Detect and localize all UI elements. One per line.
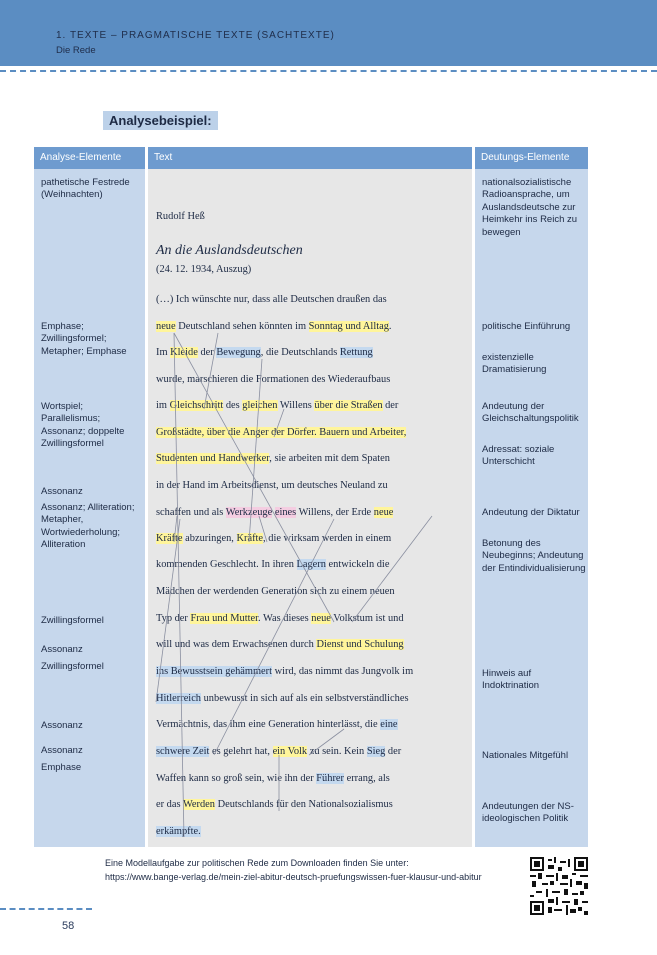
speech-line: (…) Ich wünschte nur, dass alle Deutschen draußen das	[156, 294, 387, 305]
speech-line: in der Hand im Arbeitsdienst, um deutsches Neuland zu	[156, 480, 388, 491]
speech-line: neue Deutschland sehen könnten im Sonntag und Alltag.	[156, 321, 392, 332]
header-analysis-elements: Analyse-Elemente	[34, 147, 145, 169]
speech-line: schaffen und als Werkzeuge eines Willens, der Erde neue	[156, 507, 394, 518]
interpretation-note: Andeutung der Diktatur	[482, 507, 580, 518]
analysis-note: Wortspiel; Parallelismus; Assonanz; doppelte Zwillingsformel	[41, 401, 125, 450]
analysis-note: Assonanz	[41, 644, 83, 655]
analysis-note: Emphase	[41, 762, 82, 773]
page-header	[0, 0, 657, 66]
speech-line: wurde, marschieren die Formationen des Wiederaufbaus	[156, 374, 391, 385]
header-interpretation-elements: Deutungs-Elemente	[475, 147, 588, 169]
header-text: Text	[148, 147, 472, 169]
section-title: Die Rede	[56, 45, 96, 56]
download-link[interactable]: https://www.bange-verlag.de/mein-ziel-abitur-deutsch-pruefungswissen-fuer-klausur-und-abitur	[105, 872, 482, 882]
header-divider	[0, 70, 657, 72]
speech-line: erkämpfte.	[156, 826, 201, 837]
analysis-note: Zwillingsformel	[41, 661, 104, 672]
analysis-note: Assonanz; Alliteration; Metapher, Wortwiederholung; Alliteration	[41, 502, 135, 551]
analysis-note: Emphase; Zwillingsformel; Metapher; Emphase	[41, 321, 127, 357]
speech-line: Vermächtnis, das ihm eine Generation hinterlässt, die eine	[156, 719, 398, 730]
analysis-table	[34, 147, 588, 847]
analysis-note: Assonanz	[41, 486, 83, 497]
speech-line: Großstädte, über die Anger der Dörfer. Bauern und Arbeiter,	[156, 427, 407, 438]
speech-line: Im Kleide der Bewegung, die Deutschlands Rettung	[156, 347, 373, 358]
analysis-note: Assonanz	[41, 745, 83, 756]
speech-line: will und was dem Erwachsenen durch Dienst und Schulung	[156, 639, 404, 650]
interpretation-note: nationalsozialistische Radioansprache, um Auslandsdeutsche zur Heimkehr ins Reich zu bewegen	[482, 177, 578, 238]
download-note-text: Eine Modellaufgabe zur politischen Rede zum Downloaden finden Sie unter:	[105, 858, 409, 868]
speech-title: An die Auslandsdeutschen	[156, 243, 303, 258]
speech-line: ins Bewusstsein gehämmert wird, das nimmt das Jungvolk im	[156, 666, 414, 677]
page-number: 58	[62, 920, 75, 932]
interpretation-note: Andeutung der Gleichschaltungspolitik	[482, 401, 579, 425]
speech-line: schwere Zeit es gelehrt hat, ein Volk zu sein. Kein Sieg der	[156, 746, 402, 757]
chapter-title: 1. TEXTE – PRAGMATISCHE TEXTE (SACHTEXTE)	[56, 30, 335, 41]
interpretation-note: politische Einführung	[482, 321, 571, 332]
qr-code[interactable]	[530, 857, 588, 915]
analysis-note: Assonanz	[41, 720, 83, 731]
speech-line: Waffen kann so groß sein, wie ihn der Führer errang, als	[156, 773, 390, 784]
speech-line: kommenden Geschlecht. In ihren Lagern entwickeln die	[156, 559, 390, 570]
speech-line: Kräfte abzuringen, Kräfte, die wirksam werden in einem	[156, 533, 392, 544]
interpretation-note: Nationales Mitgefühl	[482, 750, 569, 761]
interpretation-note: Andeutungen der NS-ideologischen Politik	[482, 801, 574, 825]
analysis-note: pathetische Festrede (Weihnachten)	[41, 177, 130, 201]
interpretation-note: Hinweis auf Indoktrination	[482, 668, 540, 692]
speech-line: Mädchen der werdenden Generation sich zu einem neuen	[156, 586, 395, 597]
speech-line: im Gleichschritt des gleichen Willens über die Straßen der	[156, 400, 399, 411]
speech-line: Studenten und Handwerker, sie arbeiten mit dem Spaten	[156, 453, 390, 464]
interpretation-note: existenzielle Dramatisierung	[482, 352, 547, 376]
interpretation-note: Betonung des Neubeginns; Andeutung der Entindividualisierung	[482, 538, 586, 574]
word-connection-lines	[34, 147, 588, 847]
example-label: Analysebeispiel:	[103, 111, 218, 130]
speech-line: Hitlerreich unbewusst in sich auf als ein selbstverständliches	[156, 693, 409, 704]
speech-date: (24. 12. 1934, Auszug)	[156, 264, 252, 275]
analysis-note: Zwillingsformel	[41, 615, 104, 626]
speech-line: Typ der Frau und Mutter. Was dieses neue Volkstum ist und	[156, 613, 404, 624]
speech-author: Rudolf Heß	[156, 211, 205, 222]
footer-divider	[0, 908, 92, 910]
download-note	[105, 856, 482, 884]
speech-line: er das Werden Deutschlands für den Nationalsozialismus	[156, 799, 393, 810]
interpretation-note: Adressat: soziale Unterschicht	[482, 444, 555, 468]
